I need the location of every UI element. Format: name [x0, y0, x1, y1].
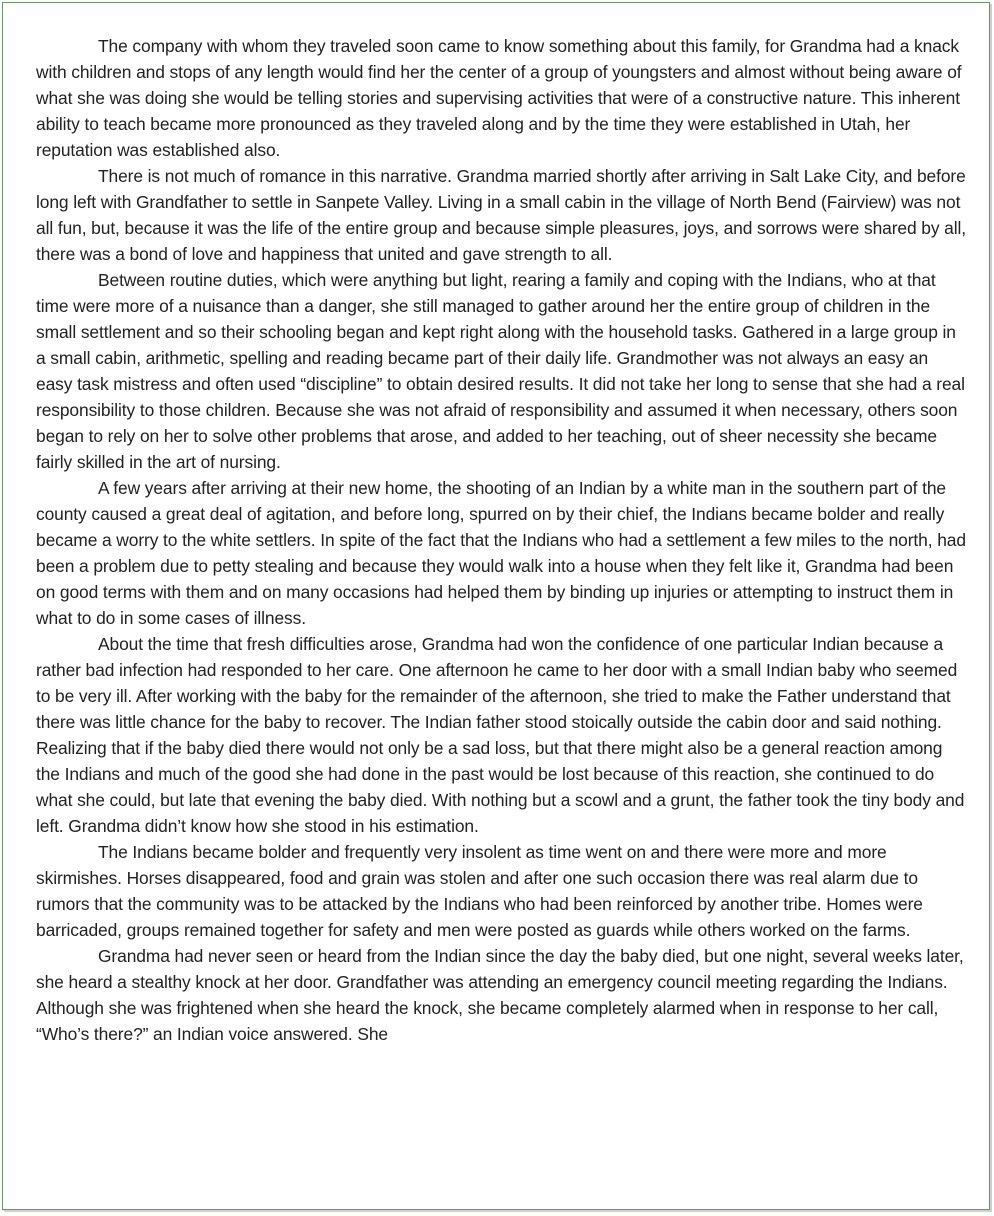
- paragraph-1: The company with whom they traveled soon came to know something about this family, for Grandma had a knack with children and stops of any length would find her the center of a group of youngsters and almost without being aware of what she was doing she would be telling stories and supervising activities that were of a constructive nature. This inherent ability to teach became more pronounced as they traveled along and by the time they were established in Utah, her reputation was established also.: [36, 36, 962, 160]
- paragraph-7: Grandma had never seen or heard from the Indian since the day the baby died, but one night, several weeks later, she heard a stealthy knock at her door. Grandfather was attending an emergency council meeting regarding the Indians. Although she was frightened when she heard the knock, she became completely alarmed when in response to her call, “Who’s there?” an Indian voice answered. She: [36, 946, 964, 1044]
- document-frame: [2, 2, 990, 1210]
- document-page: [36, 33, 968, 1047]
- paragraph-2: There is not much of romance in this narrative. Grandma married shortly after arriving in Salt Lake City, and before long left with Grandfather to settle in Sanpete Valley. Living in a small cabin in the village of North Bend (Fairview) was not all fun, but, because it was the life of the entire group and because simple pleasures, joys, and sorrows were shared by all, there was a bond of love and happiness that united and gave strength to all.: [36, 166, 967, 264]
- paragraph-5: About the time that fresh difficulties arose, Grandma had won the confidence of one particular Indian because a rather bad infection had responded to her care. One afternoon he came to her door with a small Indian baby who seemed to be very ill. After working with the baby for the remainder of the afternoon, she tried to make the Father understand that there was little chance for the baby to recover. The Indian father stood stoically outside the cabin door and said nothing. Realizing that if the baby died there would not only be a sad loss, but that there might also be a general reaction among the Indians and much of the good she had done in the past would be lost because of this reaction, she continued to do what she could, but late that evening the baby died. With nothing but a scowl and a grunt, the father took the tiny body and left. Grandma didn’t know how she stood in his estimation.: [36, 634, 965, 836]
- paragraph-4: A few years after arriving at their new home, the shooting of an Indian by a white man in the southern part of the county caused a great deal of agitation, and before long, spurred on by their chief, the Indians became bolder and really became a worry to the white settlers. In spite of the fact that the Indians who had a settlement a few miles to the north, had been a problem due to petty stealing and because they would walk into a house when they felt like it, Grandma had been on good terms with them and on many occasions had helped them by binding up injuries or attempting to instruct them in what to do in some cases of illness.: [36, 478, 966, 628]
- paragraph-3: Between routine duties, which were anything but light, rearing a family and coping with the Indians, who at that time were more of a nuisance than a danger, she still managed to gather around her the entire group of children in the small settlement and so their schooling began and kept right along with the household tasks. Gathered in a large group in a small cabin, arithmetic, spelling and reading became part of their daily life. Grandmother was not always an easy an easy task mistress and often used “discipline” to obtain desired results. It did not take her long to sense that she had a real responsibility to those children. Because she was not afraid of responsibility and assumed it when necessary, others soon began to rely on her to solve other problems that arose, and added to her teaching, out of sheer necessity she became fairly skilled in the art of nursing.: [36, 270, 965, 472]
- paragraph-6: The Indians became bolder and frequently very insolent as time went on and there were more and more skirmishes. Horses disappeared, food and grain was stolen and after one such occasion there was real alarm due to rumors that the community was to be attacked by the Indians who had been reinforced by another tribe. Homes were barricaded, groups remained together for safety and men were posted as guards while others worked on the farms.: [36, 842, 923, 940]
